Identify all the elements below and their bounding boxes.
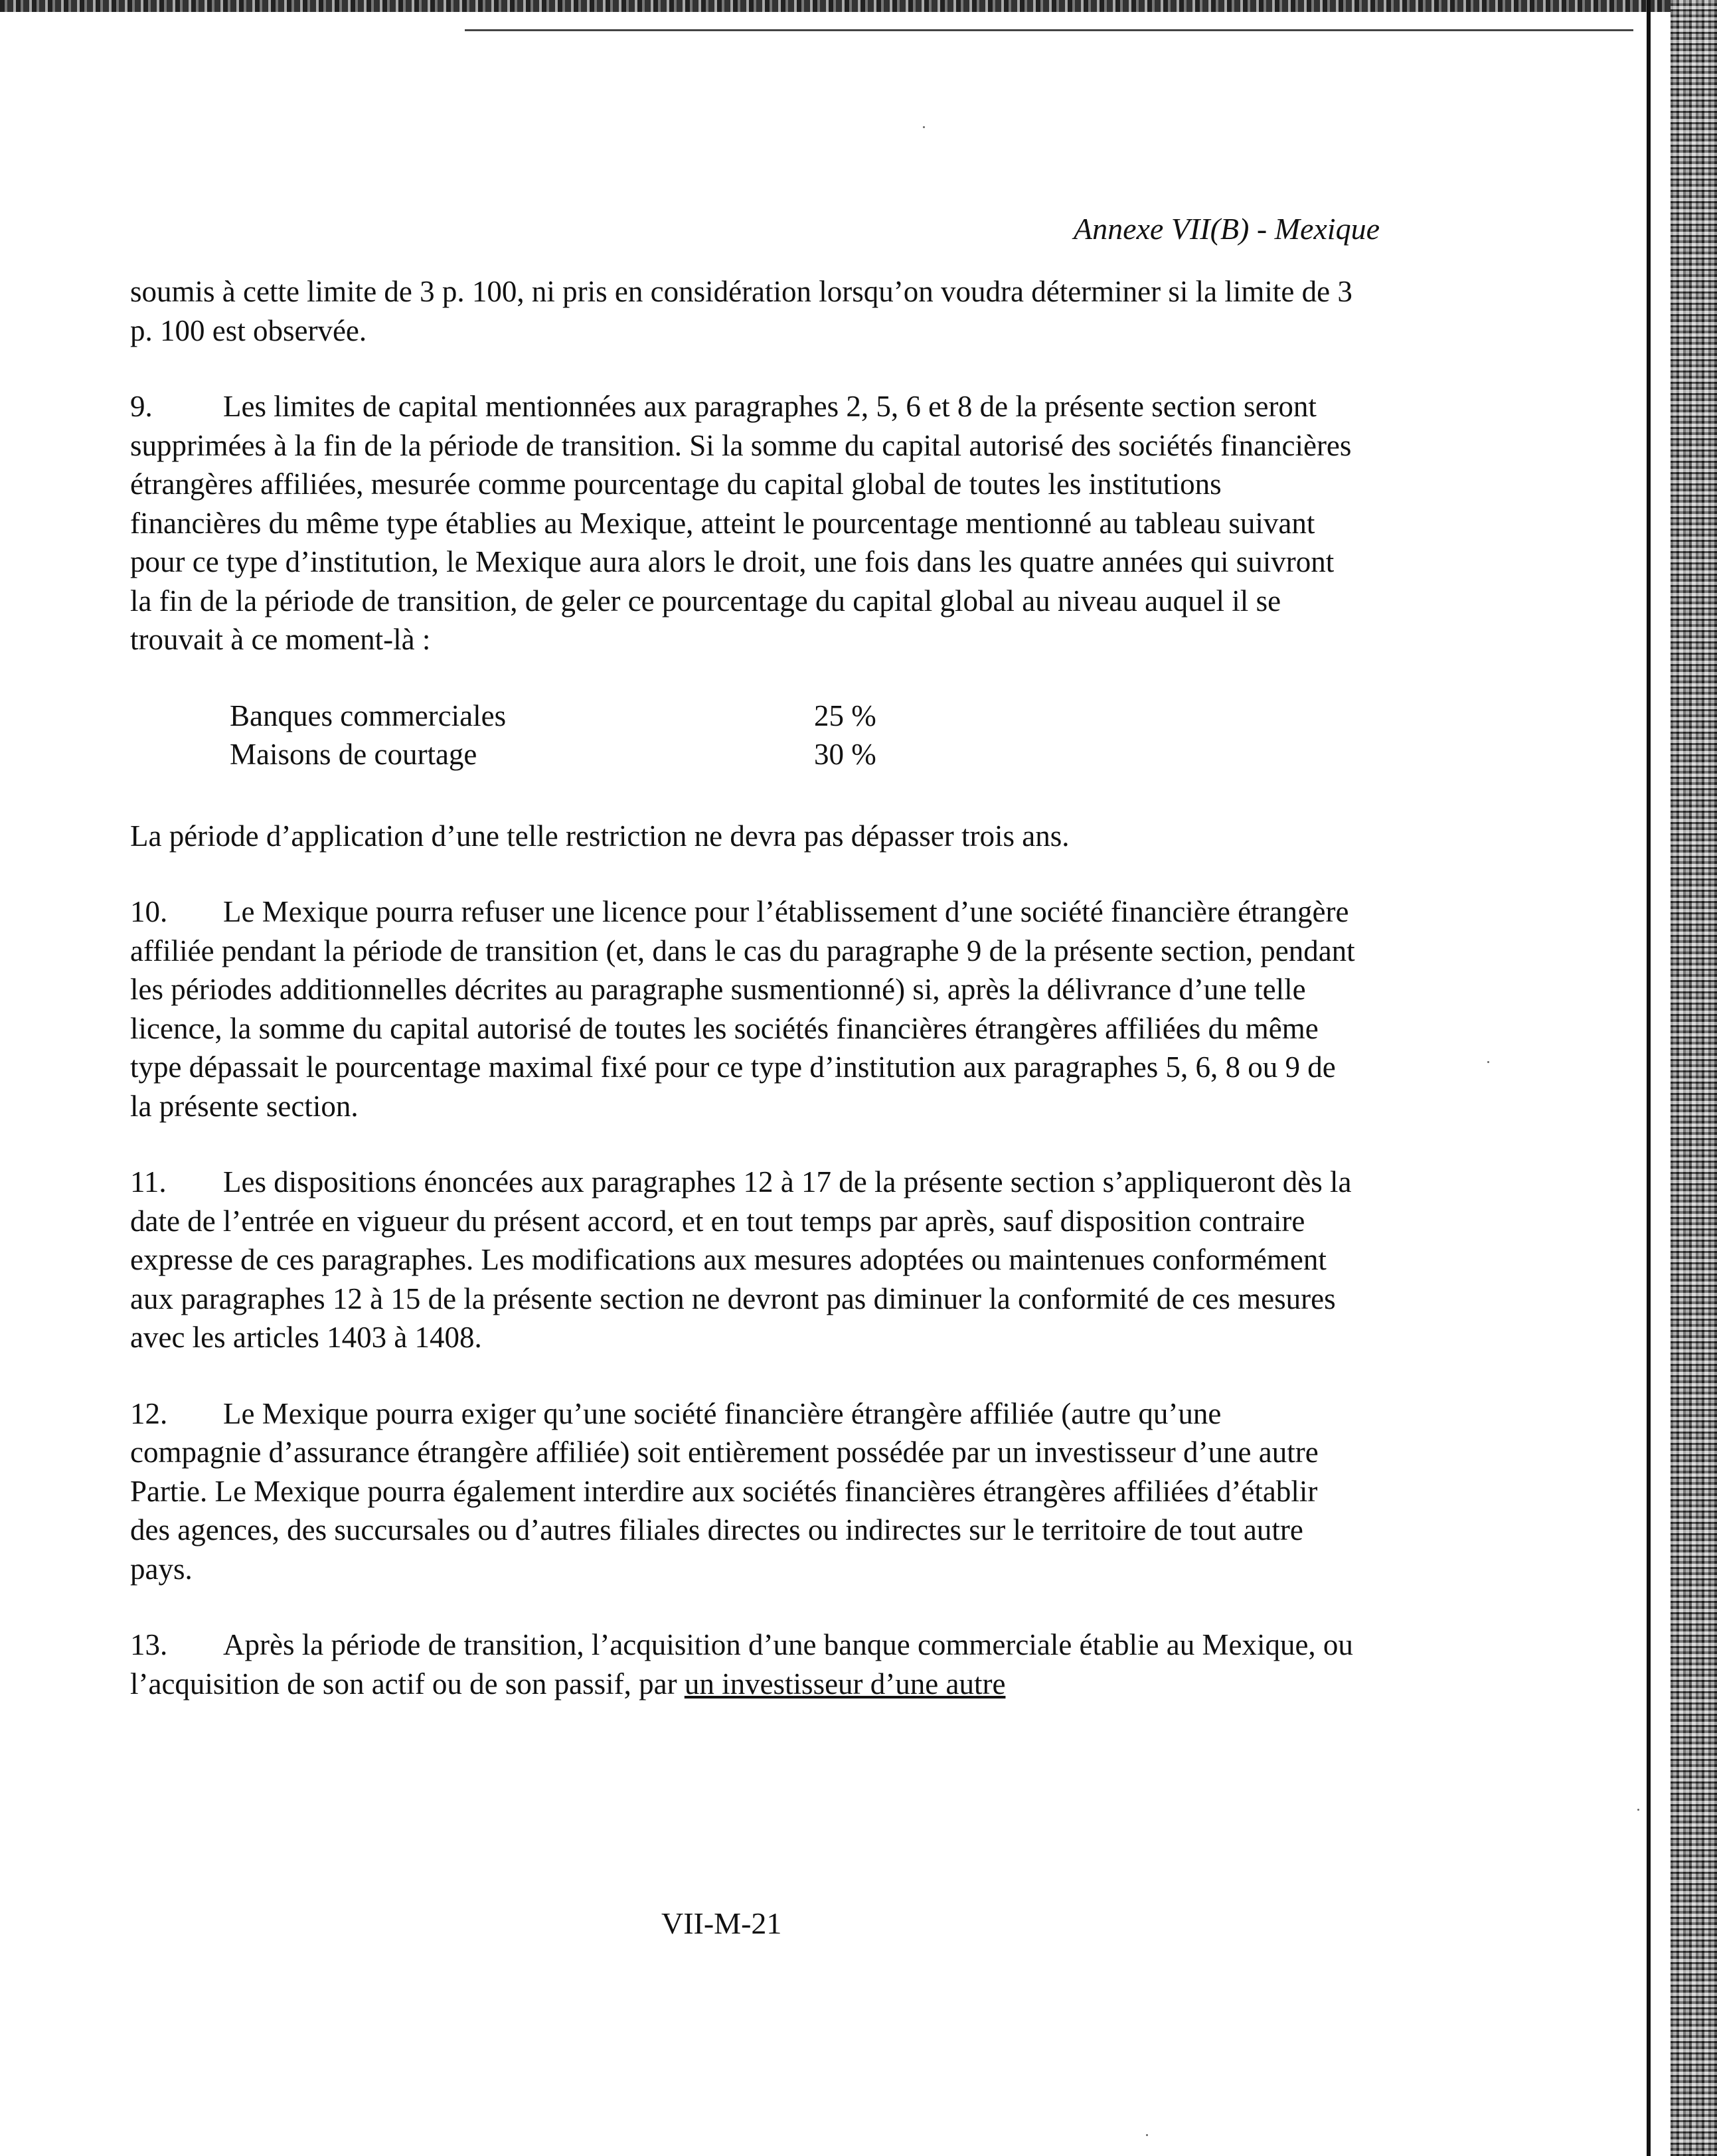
paragraph-text: Les limites de capital mentionnées aux paragraphes 2, 5, 6 et 8 de la présente section seront supprimées à la fin de la période de transition. Si la somme du capital autorisé des sociétés financières étrangères affiliées, mesurée comme pourcentage du capital global de toutes les institutions financières du même type établies au Mexique, atteint le pourcentage mentionné au tableau suivant pour ce type d’institution, le Mexique aura alors le droit, une fois dans les quatre années qui suivront la fin de la période de transition, de geler ce pourcentage du capital global au niveau auquel il se trouvait à ce moment-là :: [130, 390, 1352, 656]
paragraph-number: 13.: [130, 1628, 168, 1661]
institution-type: Banques commerciales: [230, 699, 507, 732]
scan-speck: [1637, 1809, 1639, 1811]
paragraph-number: 10.: [130, 895, 168, 928]
annex-header: Annexe VII(B) - Mexique: [1074, 212, 1380, 246]
paragraph-number: 12.: [130, 1396, 168, 1430]
scan-speck: [1146, 2134, 1148, 2136]
paragraph-text: Les dispositions énoncées aux paragraphes 12 à 17 de la présente section s’appliqueront dès la date de l’entrée en vigueur du présent accord, et en tout temps par après, sauf disposition contraire expresse de ces paragraphes. Les modifications aux mesures adoptées ou maintenues conformément aux paragraphes 12 à 15 de la présente section ne devront pas diminuer la conformité de ces mesures avec les articles 1403 à 1408.: [130, 1165, 1352, 1354]
paragraph-text: Après la période de transition, l’acquisition d’une banque commerciale établie au Mexique, ou l’acquisition de son actif ou de son passif, par: [130, 1628, 1353, 1700]
paragraph-12: [130, 1394, 1358, 1589]
paragraph-text: Le Mexique pourra exiger qu’une société financière étrangère affiliée (autre qu’une compagnie d’assurance étrangère affiliée) soit entièrement possédée par un investisseur d’une autre Partie. Le Mexique pourra également interdire aux sociétés financières étrangères affiliées d’établir des agences, des succursales ou d’autres filiales directes ou indirectes sur le territoire de tout autre pays.: [130, 1396, 1319, 1586]
underlined-text: un investisseur d’une autre: [684, 1667, 1006, 1700]
scan-speck: [1487, 1061, 1489, 1063]
paragraph-9: [130, 387, 1358, 659]
paragraph-number: 9.: [130, 390, 153, 423]
table-row: [230, 697, 1358, 736]
scan-top-border: [0, 0, 1717, 12]
scan-right-border: [1671, 0, 1717, 2156]
paragraph-11: [130, 1163, 1358, 1357]
percentage-value: 25 %: [814, 699, 876, 732]
paragraph-10: [130, 892, 1358, 1125]
document-body: [130, 272, 1358, 1740]
capital-percentage-table: [230, 697, 1358, 774]
table-row: [230, 735, 1358, 774]
paragraph-13: [130, 1625, 1358, 1703]
paragraph-number: 11.: [130, 1165, 167, 1199]
paragraph-9-restriction: La période d’application d’une telle restriction ne devra pas dépasser trois ans.: [130, 819, 1070, 853]
paragraph-text: Le Mexique pourra refuser une licence pour l’établissement d’une société financière étrangère affiliée pendant la période de transition (et, dans le cas du paragraphe 9 de la présente section, pendant les périodes additionnelles décrites au paragraphe susmentionné) si, après la délivrance d’une telle licence, la somme du capital autorisé de toutes les sociétés financières étrangères affiliées du même type dépassait le pourcentage maximal fixé pour ce type d’institution aux paragraphes 5, 6, 8 ou 9 de la présente section.: [130, 895, 1355, 1123]
scan-page-edge: [1647, 0, 1651, 2156]
paragraph-8-continuation: soumis à cette limite de 3 p. 100, ni pris en considération lorsqu’on voudra déterminer si la limite de 3 p. 100 est observée.: [130, 275, 1352, 347]
scan-speck: [923, 126, 925, 128]
percentage-value: 30 %: [814, 738, 876, 771]
scan-top-rule: [465, 29, 1633, 31]
page-number: VII-M-21: [661, 1906, 782, 1940]
institution-type: Maisons de courtage: [230, 738, 477, 771]
